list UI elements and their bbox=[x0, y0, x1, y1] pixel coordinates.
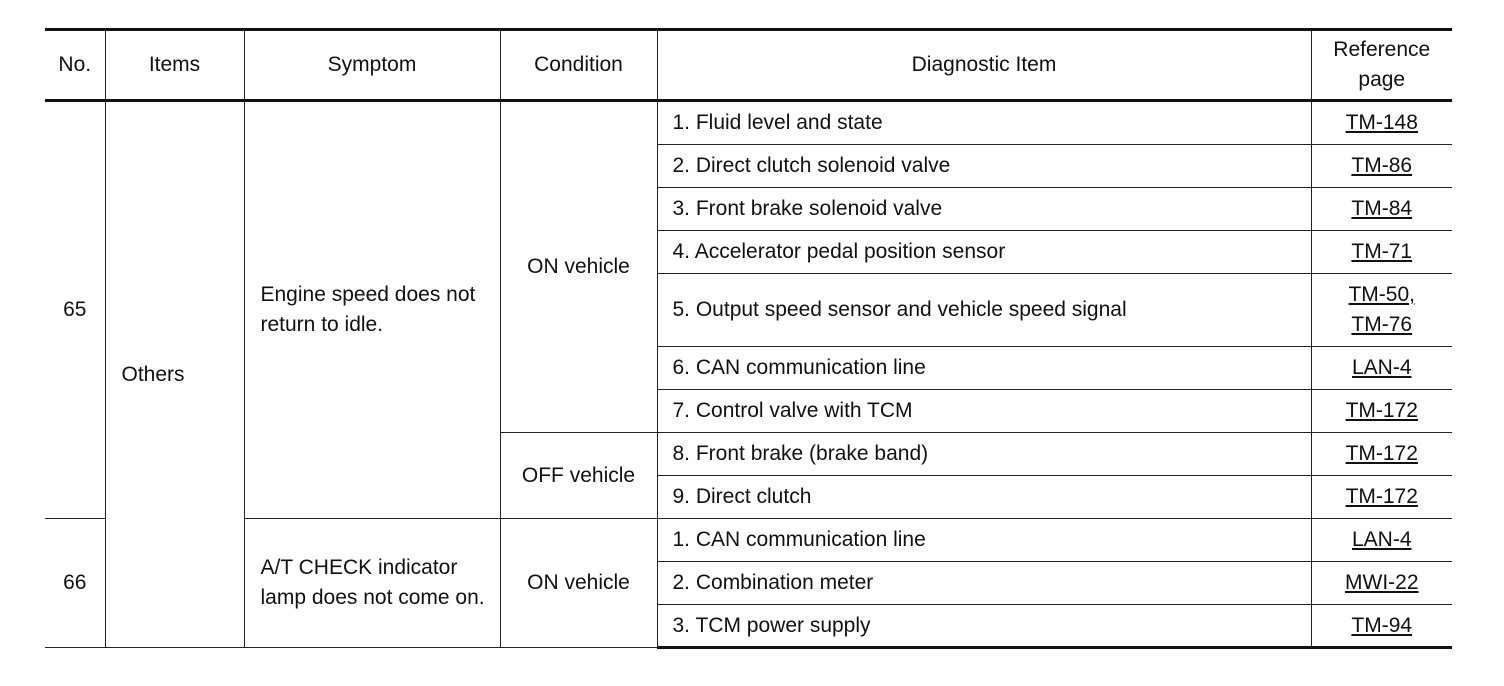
diagnostic-item: 1. Fluid level and state bbox=[657, 101, 1311, 145]
table-row bbox=[45, 519, 1452, 562]
reference-cell bbox=[1311, 433, 1452, 476]
symptom-cell: Engine speed does not return to idle. bbox=[244, 101, 500, 519]
reference-link[interactable]: MWI-22 bbox=[1345, 571, 1419, 594]
reference-link[interactable]: TM-172 bbox=[1345, 399, 1418, 422]
entry-number: 65 bbox=[45, 101, 105, 519]
diagnostic-item: 7. Control valve with TCM bbox=[657, 390, 1311, 433]
reference-cell bbox=[1311, 145, 1452, 188]
entry-number: 66 bbox=[45, 519, 105, 648]
symptom-cell: A/T CHECK indicator lamp does not come on. bbox=[244, 519, 500, 648]
reference-link[interactable]: LAN-4 bbox=[1351, 528, 1412, 551]
diagnostic-item: 9. Direct clutch bbox=[657, 476, 1311, 519]
diagnostic-item: 4. Accelerator pedal position sensor bbox=[657, 231, 1311, 274]
reference-link[interactable]: TM-148 bbox=[1345, 111, 1418, 134]
header-reference-line1: Reference bbox=[1333, 38, 1431, 61]
condition-cell: ON vehicle bbox=[500, 101, 657, 433]
diagnostic-item: 2. Direct clutch solenoid valve bbox=[657, 145, 1311, 188]
reference-cell bbox=[1311, 390, 1452, 433]
diagnostic-item: 6. CAN communication line bbox=[657, 347, 1311, 390]
table-header-row bbox=[45, 30, 1452, 101]
header-symptom: Symptom bbox=[244, 30, 500, 101]
reference-link[interactable]: LAN-4 bbox=[1351, 356, 1412, 379]
reference-link[interactable]: TM-76 bbox=[1351, 313, 1413, 336]
reference-link[interactable]: TM-172 bbox=[1345, 442, 1418, 465]
diagnostic-item: 5. Output speed sensor and vehicle speed signal bbox=[657, 274, 1311, 347]
diagnostic-item: 8. Front brake (brake band) bbox=[657, 433, 1311, 476]
reference-cell bbox=[1311, 101, 1452, 145]
diagnostic-item: 3. TCM power supply bbox=[657, 605, 1311, 648]
reference-link[interactable]: TM-71 bbox=[1351, 240, 1413, 263]
reference-link[interactable]: TM-172 bbox=[1345, 485, 1418, 508]
reference-cell bbox=[1311, 562, 1452, 605]
reference-link[interactable]: TM-84 bbox=[1351, 197, 1413, 220]
header-reference-page bbox=[1311, 30, 1452, 101]
items-cell: Others bbox=[105, 101, 244, 648]
header-condition: Condition bbox=[500, 30, 657, 101]
reference-cell bbox=[1311, 605, 1452, 648]
reference-cell bbox=[1311, 476, 1452, 519]
diagnostic-item: 1. CAN communication line bbox=[657, 519, 1311, 562]
reference-link[interactable]: TM-50, bbox=[1348, 283, 1415, 306]
header-items: Items bbox=[105, 30, 244, 101]
header-no: No. bbox=[45, 30, 105, 101]
diagnostic-item: 3. Front brake solenoid valve bbox=[657, 188, 1311, 231]
table-row bbox=[45, 101, 1452, 145]
reference-cell bbox=[1311, 274, 1452, 347]
reference-link[interactable]: TM-86 bbox=[1351, 154, 1413, 177]
condition-cell: OFF vehicle bbox=[500, 433, 657, 519]
reference-cell bbox=[1311, 347, 1452, 390]
reference-cell bbox=[1311, 188, 1452, 231]
header-reference-line2: page bbox=[1358, 68, 1406, 91]
diagnostic-item: 2. Combination meter bbox=[657, 562, 1311, 605]
reference-link[interactable]: TM-94 bbox=[1351, 613, 1413, 637]
reference-cell bbox=[1311, 519, 1452, 562]
diagnostic-table bbox=[45, 28, 1452, 649]
reference-cell bbox=[1311, 231, 1452, 274]
header-diagnostic-item: Diagnostic Item bbox=[657, 30, 1311, 101]
condition-cell: ON vehicle bbox=[500, 519, 657, 648]
